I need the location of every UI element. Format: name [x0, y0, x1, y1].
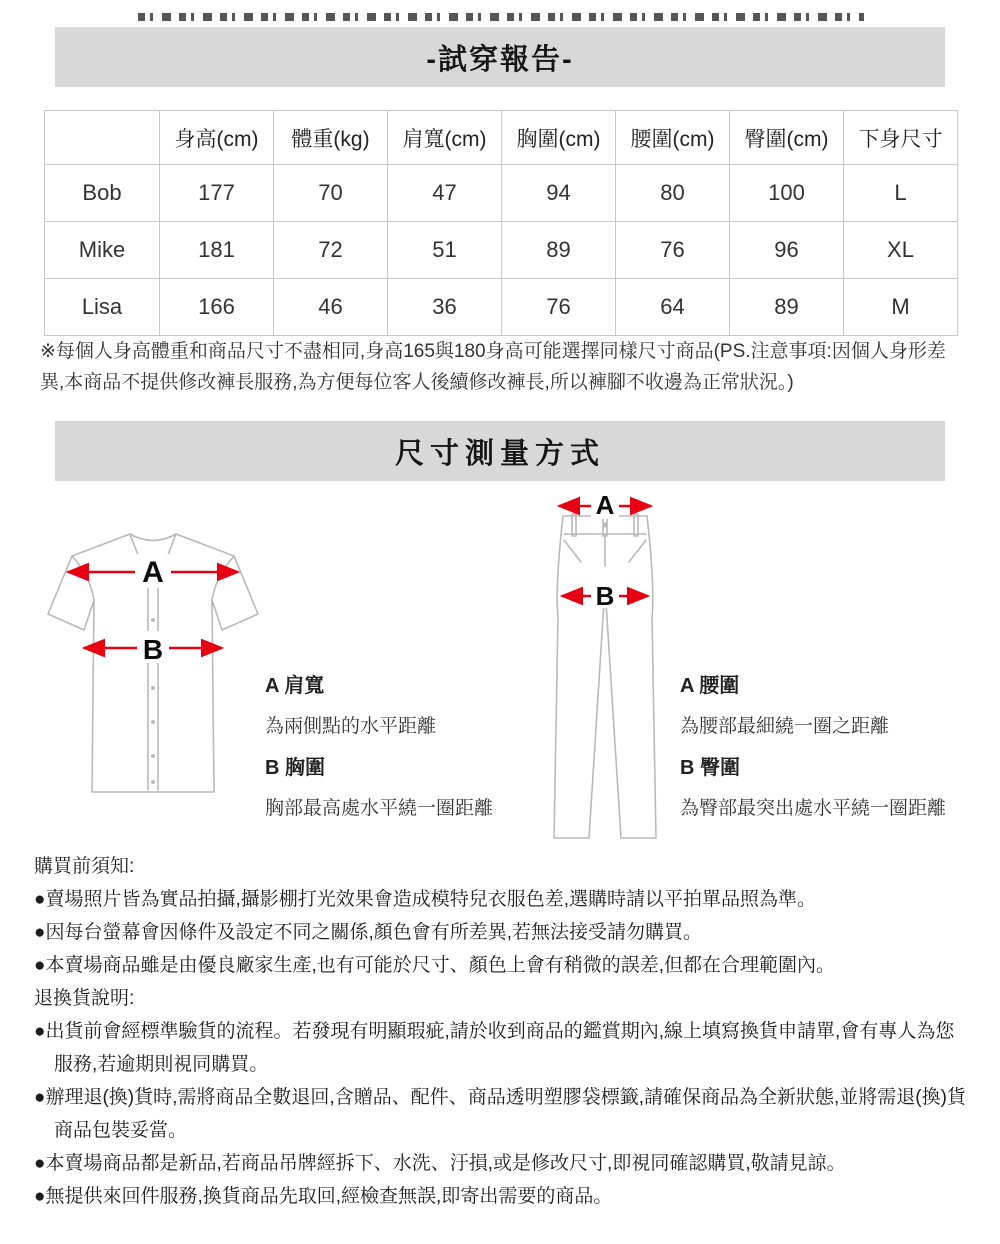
desc-chest: 胸部最高處水平繞一圈距離 — [265, 798, 494, 819]
clipped-text-strip — [138, 13, 864, 21]
notice-heading: 購買前須知: — [34, 856, 135, 877]
cell-value: L — [844, 165, 958, 222]
cell-value: 100 — [730, 165, 844, 222]
col-header-shoulder: 肩寬(cm) — [388, 111, 502, 165]
table-corner-cell — [45, 111, 160, 165]
desc-shoulder-width: 為兩側點的水平距離 — [265, 716, 437, 737]
col-header-chest: 胸圍(cm) — [502, 111, 616, 165]
size-disclaimer-note: ※每個人身高體重和商品尺寸不盡相同,身高165與180身高可能選擇同樣尺寸商品(PS.注意事項:因個人身形差異,本商品不提供修改褲長服務,為方便每位客人後續修改褲長,所以褲腳不收邊為正常狀況。) — [40, 341, 946, 393]
fitting-size-table — [44, 110, 958, 336]
col-header-bottom-size: 下身尺寸 — [844, 111, 958, 165]
model-name: Lisa — [45, 279, 160, 336]
cell-value: 64 — [616, 279, 730, 336]
cell-value: XL — [844, 222, 958, 279]
notice-item: ●賣場照片皆為實品拍攝,攝影棚打光效果會造成模特兒衣服色差,選購時請以平拍單品照為準。 — [34, 889, 817, 910]
notice-item: ●因每台螢幕會因條件及設定不同之關係,顏色會有所差異,若無法接受請勿購買。 — [34, 922, 703, 943]
cell-value: 46 — [274, 279, 388, 336]
col-header-height: 身高(cm) — [160, 111, 274, 165]
cell-value: 76 — [502, 279, 616, 336]
pants-measure-labels — [680, 674, 1000, 838]
cell-value: M — [844, 279, 958, 336]
notice-heading: 退換貨說明: — [34, 988, 135, 1009]
pants-letter-a: A — [595, 492, 615, 520]
cell-value: 94 — [502, 165, 616, 222]
cell-value: 51 — [388, 222, 502, 279]
label-chest: B 胸圍 — [265, 757, 325, 779]
table-row — [45, 165, 958, 222]
notice-item: ●本賣場商品雖是由優良廠家生產,也有可能於尺寸、顏色上會有稍微的誤差,但都在合理範圍內。 — [34, 955, 836, 976]
desc-hip: 為臀部最突出處水平繞一圈距離 — [680, 798, 947, 819]
cell-value: 89 — [502, 222, 616, 279]
cell-value: 70 — [274, 165, 388, 222]
model-name: Bob — [45, 165, 160, 222]
cell-value: 89 — [730, 279, 844, 336]
label-shoulder-width: A 肩寬 — [265, 675, 325, 697]
col-header-hip: 臀圍(cm) — [730, 111, 844, 165]
table-row — [45, 222, 958, 279]
cell-value: 166 — [160, 279, 274, 336]
shirt-measure-labels — [265, 674, 595, 838]
model-name: Mike — [45, 222, 160, 279]
shirt-letter-a: A — [142, 556, 164, 589]
fitting-report-header: -試穿報告- — [55, 27, 945, 87]
shirt-letter-b: B — [142, 634, 164, 665]
cell-value: 96 — [730, 222, 844, 279]
cell-value: 177 — [160, 165, 274, 222]
col-header-weight: 體重(kg) — [274, 111, 388, 165]
cell-value: 47 — [388, 165, 502, 222]
cell-value: 76 — [616, 222, 730, 279]
notice-item: ●無提供來回件服務,換貨商品先取回,經檢查無誤,即寄出需要的商品。 — [34, 1186, 613, 1207]
notice-item: ●本賣場商品都是新品,若商品吊牌經拆下、水洗、汙損,或是修改尺寸,即視同確認購買,敬請見諒。 — [34, 1153, 846, 1174]
cell-value: 80 — [616, 165, 730, 222]
shirt-diagram — [38, 520, 270, 830]
col-header-waist: 腰圍(cm) — [616, 111, 730, 165]
label-hip: B 臀圍 — [680, 757, 740, 779]
cell-value: 36 — [388, 279, 502, 336]
notice-item: ●出貨前會經標準驗貨的流程。若發現有明顯瑕疵,請於收到商品的鑑賞期內,線上填寫換貨申請單,會有專人為您服務,若逾期則視同購買。 — [34, 1021, 955, 1075]
table-header-row — [45, 111, 958, 165]
cell-value: 72 — [274, 222, 388, 279]
table-row — [45, 279, 958, 336]
measurement-method-header: 尺寸測量方式 — [55, 421, 945, 481]
purchase-notices — [34, 850, 970, 1213]
cell-value: 181 — [160, 222, 274, 279]
pants-letter-b: B — [595, 581, 615, 611]
notice-item: ●辦理退(換)貨時,需將商品全數退回,含贈品、配件、商品透明塑膠袋標籤,請確保商品為全新狀態,並將需退(換)貨商品包裝妥當。 — [34, 1087, 966, 1141]
desc-waist: 為腰部最細繞一圈之距離 — [680, 716, 890, 737]
label-waist: A 腰圍 — [680, 675, 740, 697]
